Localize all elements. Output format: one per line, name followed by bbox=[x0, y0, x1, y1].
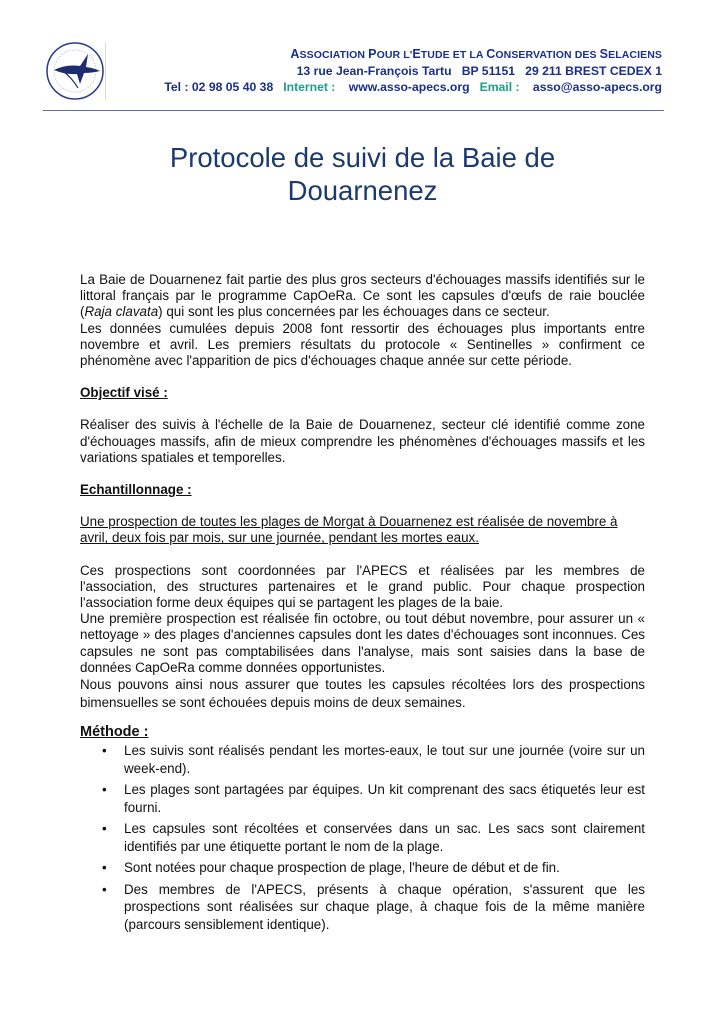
org-address: 13 rue Jean-François Tartu BP 51151 29 211 BREST CEDEX 1 bbox=[296, 64, 662, 78]
methode-list bbox=[80, 742, 645, 933]
objectif-text: Réaliser des suivis à l'échelle de la Baie de Douarnenez, secteur clé identifié comme zone d'échouages massifs, afin de mieux comprendre les phénomènes d'échouages massifs et les variations spatiales et temporelles. bbox=[80, 417, 645, 465]
section-heading-objectif: Objectif visé : bbox=[80, 385, 168, 401]
intro-paragraph-1: La Baie de Douarnenez fait partie des plus gros secteurs d'échouages massifs identifiés sur le littoral français par le programme CapOeRa. Ce sont les capsules d'œufs de raie bouclée (Raja clavata) qui sont les plus concernées par les échouages dans ce secteur. bbox=[80, 272, 645, 320]
list-item: • Des membres de l'APECS, présents à chaque opération, s'assurent que les prospections sont réalisées sur chaque plage, à chaque fois de la même manière (parcours sensiblement identique). bbox=[124, 881, 645, 934]
intro-paragraph-2: Les données cumulées depuis 2008 font ressortir des échouages plus importants entre novembre et avril. Les premiers résultats du protocole « Sentinelles » confirment ce phénomène avec l'apparition de pics d'échouages chaque année sur cette période. bbox=[80, 320, 645, 369]
section-heading-methode: Méthode : bbox=[80, 724, 149, 741]
tel: Tel : 02 98 05 40 38 bbox=[164, 80, 274, 94]
list-item: • Sont notées pour chaque prospection de plage, l'heure de début et de fin. bbox=[124, 859, 645, 877]
echantillonnage-paragraph-3: Nous pouvons ainsi nous assurer que toutes les capsules récoltées lors des prospections bimensuelles se sont échouées depuis moins de deux semaines. bbox=[80, 677, 645, 711]
internet[interactable]: Internet : www.asso-apecs.org bbox=[283, 80, 470, 94]
contact-line bbox=[164, 79, 662, 95]
list-item: • Les suivis sont réalisés pendant les mortes-eaux, le tout sur une journée (voire sur un week-end). bbox=[124, 742, 645, 777]
list-item: • Les capsules sont récoltées et conservées dans un sac. Les sacs sont clairement identifiés par une étiquette portant le nom de la plage. bbox=[124, 820, 645, 855]
shark-logo-icon bbox=[44, 40, 106, 102]
echantillonnage-summary: Une prospection de toutes les plages de Morgat à Douarnenez est réalisée de novembre à avril, deux fois par mois, sur une journée, pendant les mortes eaux. bbox=[80, 514, 618, 546]
list-item: • Les plages sont partagées par équipes. Un kit comprenant des sacs étiquetés leur est fourni. bbox=[124, 781, 645, 816]
section-heading-echantillonnage: Echantillonnage : bbox=[80, 482, 192, 498]
logo-divider bbox=[105, 42, 106, 100]
echantillonnage-paragraph-1: Ces prospections sont coordonnées par l'APECS et réalisées par les membres de l'association, des structures partenaires et le grand public. Pour chaque prospection l'association forme deux équipes qui se partagent les plages de la baie. bbox=[80, 562, 645, 611]
page-title: Protocole de suivi de la Baie de Douarnenez bbox=[169, 142, 556, 206]
document-body bbox=[80, 272, 645, 937]
org-name: ASSOCIATION POUR L'ETUDE ET LA CONSERVATION DES SELACIENS bbox=[290, 47, 662, 61]
email[interactable]: Email : asso@asso-apecs.org bbox=[479, 80, 662, 94]
header-rule bbox=[43, 110, 664, 111]
echantillonnage-paragraph-2: Une première prospection est réalisée fin octobre, ou tout début novembre, pour assurer un « nettoyage » des plages d'anciennes capsules dont les dates d'échouages sont inconnues. Ces capsules ne sont pas comptabilisées dans l'analyse, mais sont saisies dans la base de données CapOeRa comme données opportunistes. bbox=[80, 611, 645, 675]
letterhead bbox=[164, 46, 662, 95]
